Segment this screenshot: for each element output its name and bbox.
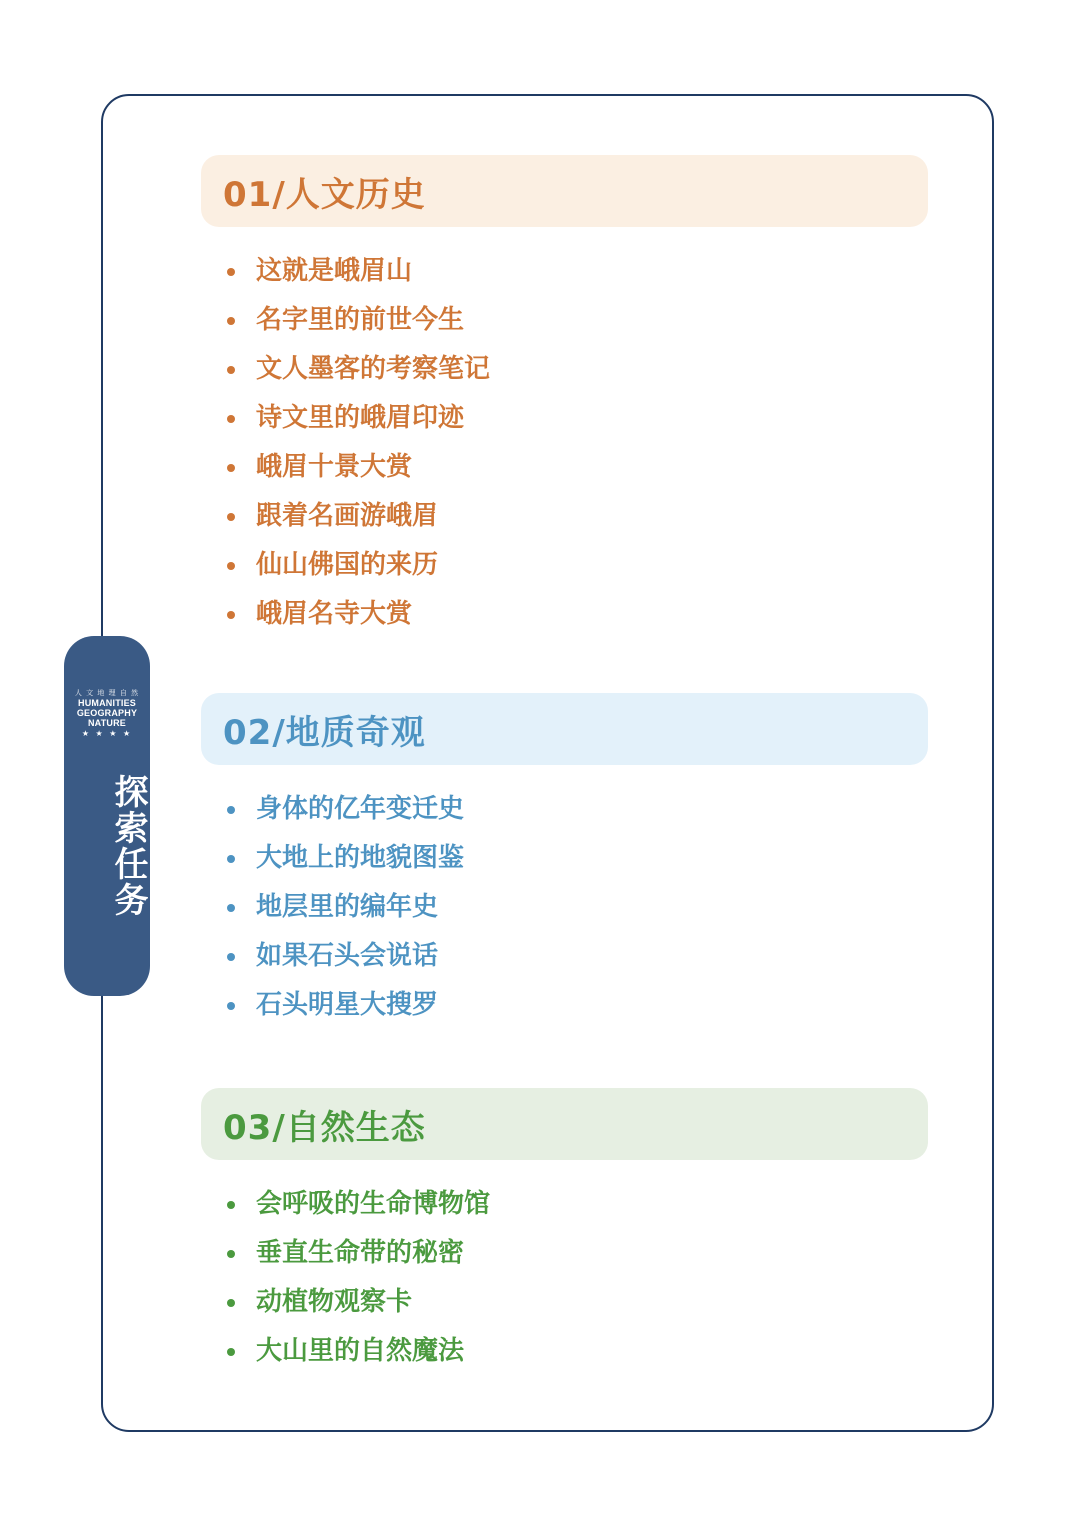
bullet-icon (227, 855, 235, 863)
logo-line-geography: GEOGRAPHY (76, 708, 138, 718)
list-item-label: 如果石头会说话 (256, 941, 439, 971)
bullet-icon (227, 317, 235, 325)
bullet-icon (227, 366, 235, 374)
bullet-icon (227, 611, 235, 619)
list-item (224, 883, 464, 932)
side-title-char: 务 (108, 882, 148, 918)
bullet-icon (227, 806, 235, 814)
bullet-icon (227, 1348, 235, 1356)
list-item-label: 诗文里的峨眉印迹 (256, 403, 465, 433)
side-tab (64, 636, 150, 996)
section-list-geological-wonders (224, 785, 464, 1030)
list-item-label: 身体的亿年变迁史 (256, 794, 465, 824)
bullet-icon (227, 562, 235, 570)
list-item-label: 跟着名画游峨眉 (256, 501, 439, 531)
bullet-icon (227, 1201, 235, 1209)
list-item (224, 981, 464, 1030)
logo-stars: ★ ★ ★ ★ (81, 729, 133, 738)
list-item (224, 1278, 490, 1327)
list-item (224, 541, 490, 590)
humanities-geography-nature-logo (64, 688, 150, 740)
logo-line-humanities: HUMANITIES (78, 698, 136, 708)
side-title-char: 索 (108, 810, 148, 846)
bullet-icon (227, 415, 235, 423)
list-item (224, 834, 464, 883)
section-header-humanities-history: 01/人文历史 (201, 155, 928, 227)
section-list-natural-ecology (224, 1180, 490, 1376)
list-item-label: 名字里的前世今生 (256, 305, 465, 335)
list-item-label: 会呼吸的生命博物馆 (256, 1189, 491, 1219)
list-item (224, 1229, 490, 1278)
bullet-icon (227, 513, 235, 521)
bullet-icon (227, 1299, 235, 1307)
side-title-char: 任 (108, 846, 148, 882)
bullet-icon (227, 1002, 235, 1010)
list-item-label: 大山里的自然魔法 (256, 1336, 465, 1366)
list-item (224, 1327, 490, 1376)
bullet-icon (227, 464, 235, 472)
list-item (224, 394, 490, 443)
section-header-natural-ecology: 03/自然生态 (201, 1088, 928, 1160)
list-item (224, 590, 490, 639)
list-item (224, 247, 490, 296)
list-item-label: 这就是峨眉山 (256, 256, 413, 286)
list-item (224, 932, 464, 981)
list-item-label: 地层里的编年史 (256, 892, 439, 922)
list-item (224, 1180, 490, 1229)
list-item-label: 石头明星大搜罗 (256, 990, 439, 1020)
section-header-geological-wonders: 02/地质奇观 (201, 693, 928, 765)
side-title-char: 探 (108, 774, 148, 810)
side-title (64, 774, 150, 918)
bullet-icon (227, 268, 235, 276)
list-item (224, 296, 490, 345)
list-item (224, 492, 490, 541)
bullet-icon (227, 904, 235, 912)
list-item (224, 345, 490, 394)
list-item-label: 动植物观察卡 (256, 1287, 413, 1317)
list-item (224, 785, 464, 834)
section-list-humanities-history (224, 247, 490, 639)
list-item (224, 443, 490, 492)
logo-arc-text: 人 文 地 理 自 然 (74, 689, 140, 697)
list-item-label: 垂直生命带的秘密 (256, 1238, 465, 1268)
list-item-label: 仙山佛国的来历 (256, 550, 439, 580)
logo-line-nature: NATURE (87, 718, 127, 728)
list-item-label: 文人墨客的考察笔记 (256, 354, 491, 384)
list-item-label: 峨眉十景大赏 (256, 452, 413, 482)
bullet-icon (227, 953, 235, 961)
bullet-icon (227, 1250, 235, 1258)
list-item-label: 峨眉名寺大赏 (256, 599, 413, 629)
list-item-label: 大地上的地貌图鉴 (256, 843, 465, 873)
